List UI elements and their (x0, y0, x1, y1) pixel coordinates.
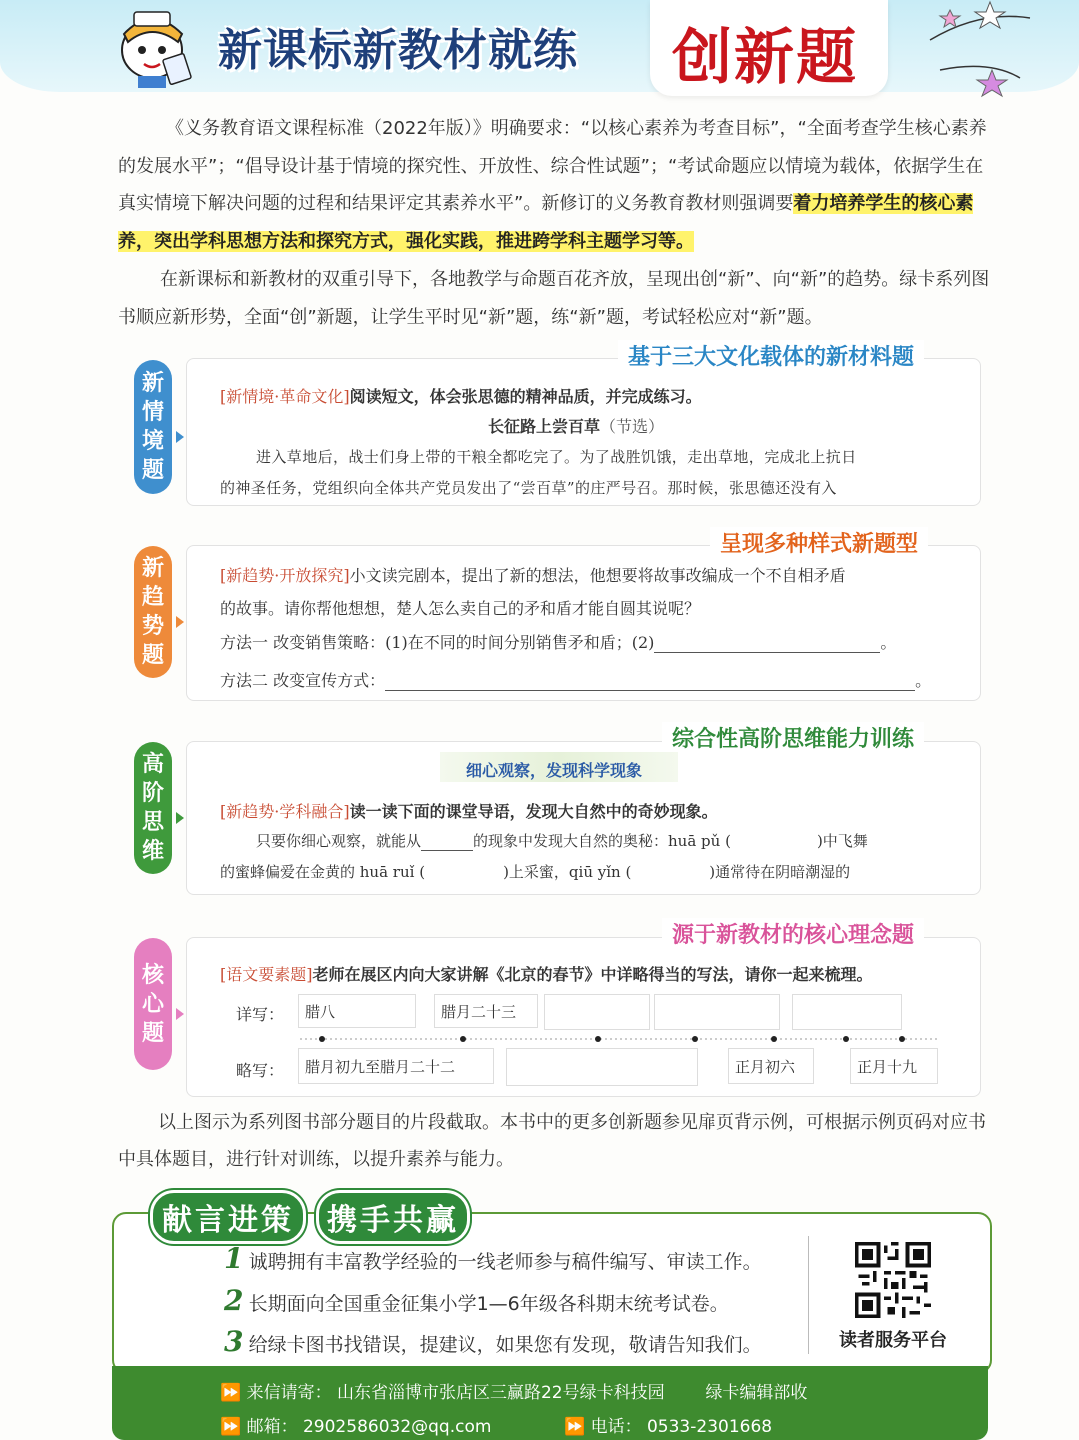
detail-item: 腊八 (305, 1003, 336, 1021)
badge-advice: 献言进策 (150, 1190, 306, 1244)
detail-cell (298, 994, 416, 1028)
question-tag: [语文要素题] (220, 965, 313, 984)
question-line (220, 563, 846, 586)
end-mark: 。 (880, 633, 897, 652)
intro-paragraph-1 (118, 110, 992, 260)
arrow-icon (176, 616, 184, 628)
brief-item: 正月十九 (857, 1058, 918, 1076)
intro-highlight: 着力培养学生的核心素养，突出学科思想方法和探究方式，强化实践，推进跨学科主题学习等。 (118, 193, 974, 252)
qr-code-icon[interactable] (855, 1242, 931, 1318)
question-tag: [新趋势·开放探究] (220, 566, 350, 585)
arrow-icon: ⏩ (220, 1417, 242, 1437)
answer-blank[interactable] (654, 652, 880, 653)
side-tab-new-trend (134, 546, 172, 678)
method-2 (220, 668, 931, 691)
panel-tag: 综合性高阶思维能力训练 (662, 722, 924, 753)
divider (808, 1236, 809, 1354)
side-tab-core (134, 938, 172, 1070)
recruit-item-3 (224, 1325, 762, 1358)
passage-line-1 (256, 830, 868, 851)
arrow-icon (176, 431, 184, 443)
question-tag: [新趋势·学科融合] (220, 802, 350, 821)
email-line (220, 1412, 491, 1437)
address-label: 来信请寄： (246, 1383, 332, 1403)
end-mark: 。 (915, 671, 932, 690)
detail-cell (434, 994, 538, 1028)
subtitle: 细心观察，发现科学现象 (466, 761, 643, 780)
passage-text: 的现象中发现大自然的奥秘：huā pǔ ( (473, 832, 731, 850)
arrow-icon (176, 1008, 184, 1020)
timeline-line (300, 1032, 950, 1046)
recruit-item-1 (224, 1242, 762, 1275)
brief-item: 腊月初九至腊月二十二 (305, 1058, 456, 1076)
item-text: 长期面向全国重金征集小学1—6年级各科期末统考试卷。 (248, 1293, 729, 1315)
answer-cell[interactable] (544, 994, 650, 1030)
panel-tag: 呈现多种样式新题型 (710, 527, 928, 558)
method-2-text: 方法二 改变宣传方式： (220, 671, 386, 690)
brief-item: 正月初六 (735, 1058, 796, 1076)
answer-cell[interactable] (506, 1048, 698, 1086)
intro-paragraph-2: 在新课标和新教材的双重引导下，各地教学与命题百花齐放，呈现出创“新”、向“新”的趋势。绿卡系列图书顺应新形势，全面“创”新题，让学生平时见“新”题，练“新”题，考试轻松应对“新”题。 (118, 269, 990, 328)
question-tag: [新情境·革命文化] (220, 387, 350, 406)
header-accent-title: 创新题 (672, 23, 858, 93)
side-tab-label: 核心题 (142, 962, 165, 1046)
footer-paragraph: 以上图示为系列图书部分题目的片段截取。本书中的更多创新题参见扉页背示例，可根据示例页码对应书中具体题目，进行针对训练，以提升素养与能力。 (118, 1112, 986, 1170)
passage-text: 的蜜蜂偏爱在金黄的 huā ruǐ ( (220, 863, 426, 881)
question-text: 读一读下面的课堂导语，发现大自然中的奇妙现象。 (349, 802, 718, 821)
side-tab-label: 新情境题 (142, 371, 165, 483)
question-line-2: 的故事。请你帮他想想，楚人怎么卖自己的矛和盾才能自圆其说呢？ (220, 599, 701, 618)
question-line (220, 799, 718, 822)
side-tab-label: 新趋势题 (142, 556, 165, 668)
passage-text: )中飞舞 (816, 832, 868, 850)
address-text: 山东省淄博市张店区三赢路22号绿卡科技园 (336, 1383, 665, 1403)
arrow-icon: ⏩ (564, 1417, 586, 1437)
side-tab-new-context (134, 360, 172, 494)
qr-label: 读者服务平台 (839, 1330, 947, 1351)
article-line-1: 进入草地后，战士们身上带的干粮全都吃完了。为了战胜饥饿，走出草地，完成北上抗日 (256, 448, 857, 466)
address-line (220, 1378, 807, 1403)
question-line (220, 962, 873, 985)
brief-cell (298, 1048, 494, 1084)
detail-label: 详写： (236, 1005, 285, 1024)
header-title: 新课标新教材就练 (218, 25, 578, 76)
badge-cooperate: 携手共赢 (316, 1190, 470, 1244)
item-number: 3 (224, 1325, 244, 1358)
panel-tag: 基于三大文化载体的新材料题 (618, 340, 924, 371)
passage-text: )上采蜜，qiū yǐn ( (503, 863, 632, 881)
recruit-item-2 (224, 1284, 729, 1317)
article-title-line (488, 414, 664, 437)
article-title: 长征路上尝百草 (488, 417, 601, 436)
phone-text[interactable]: 0533-2301668 (646, 1417, 773, 1437)
phone-label: 电话： (590, 1417, 642, 1437)
item-text: 给绿卡图书找错误，提建议，如果您有发现，敬请告知我们。 (248, 1334, 762, 1356)
answer-cell[interactable] (792, 994, 902, 1030)
question-text: 老师在展区内向大家讲解《北京的春节》中详略得当的写法，请你一起来梳理。 (312, 965, 873, 984)
item-number: 1 (224, 1242, 244, 1275)
method-1-text: 方法一 改变销售策略：(1)在不同的时间分别销售矛和盾；(2) (220, 633, 655, 652)
question-line (220, 384, 702, 407)
phone-line (564, 1412, 772, 1437)
email-label: 邮箱： (246, 1417, 298, 1437)
question-text: 阅读短文，体会张思德的精神品质，并完成练习。 (349, 387, 702, 406)
brief-label: 略写： (236, 1061, 285, 1080)
brief-cell (850, 1048, 938, 1084)
answer-cell[interactable] (654, 994, 780, 1030)
arrow-icon: ⏩ (220, 1383, 242, 1403)
answer-blank[interactable] (385, 690, 915, 691)
brief-cell (728, 1048, 814, 1084)
panel-tag: 源于新教材的核心理念题 (662, 918, 924, 949)
item-text: 诚聘拥有丰富教学经验的一线老师参与稿件编写、审读工作。 (248, 1251, 762, 1273)
mascot-icon (104, 4, 200, 88)
article-line-2: 的神圣任务，党组织向全体共产党员发出了“尝百草”的庄严号召。那时候，张思德还没有入 (220, 479, 837, 497)
item-number: 2 (224, 1284, 244, 1317)
intro-text: 《义务教育语文课程标准（2022年版）》明确要求：“以核心素养为考查目标”，“全面考查学生核心素养的发展水平”；“倡导设计基于情境的探究性、开放性、综合性试题”；“考试命题应以情境为载体，依据学生在真实情境下解决问题的过程和结果评定其素养水平”。新修订的义务教育教材则强调要 (118, 118, 987, 214)
detail-item: 腊月二十三 (441, 1003, 517, 1021)
method-1 (220, 630, 896, 653)
answer-blank[interactable] (421, 850, 473, 851)
contact-bar (112, 1366, 988, 1440)
arrow-icon (176, 812, 184, 824)
question-text: 小文读完剧本，提出了新的想法，他想要将故事改编成一个不自相矛盾 (349, 566, 846, 585)
email-text[interactable]: 2902586032@qq.com (302, 1417, 492, 1437)
side-tab-label: 高阶思维 (142, 752, 165, 864)
passage-text: 只要你细心观察，就能从 (256, 832, 422, 850)
passage-line-2 (220, 861, 850, 882)
dept-text: 绿卡编辑部收 (705, 1383, 808, 1403)
passage-text: )通常待在阴暗潮湿的 (709, 863, 851, 881)
stars-decoration-icon (920, 0, 1070, 100)
side-tab-high-order (134, 742, 172, 874)
article-title-note: （节选） (600, 417, 665, 436)
